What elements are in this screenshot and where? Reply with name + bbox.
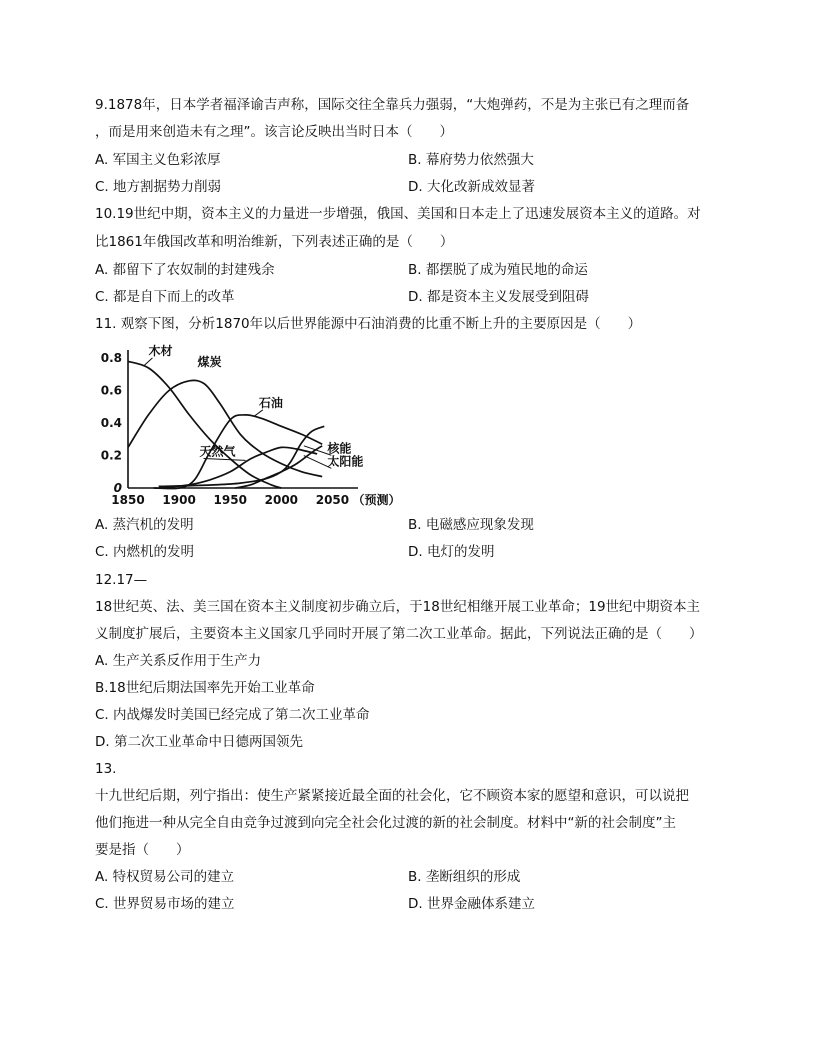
series-label-coal: 煤炭: [197, 355, 222, 370]
series-label-natural-gas: 天然气: [199, 444, 236, 459]
q9-stem-line-1: 9.1878年，日本学者福泽谕吉声称，国际交往全靠兵力强弱，“大炮弹药，不是为主张已有之理而备: [95, 97, 690, 113]
y-tick-label: 0: [113, 481, 122, 495]
series-label-solar: 太阳能: [327, 454, 364, 469]
q13-option-a: A. 特权贸易公司的建立: [95, 869, 235, 885]
q12-option-d: D. 第二次工业革命中日德两国领先: [95, 734, 303, 750]
q13-option-b: B. 垄断组织的形成: [408, 869, 521, 885]
leader-line-oil: [254, 410, 263, 417]
q9-option-b: B. 幕府势力依然强大: [408, 152, 534, 168]
q10-option-c: C. 都是自下而上的改革: [95, 289, 235, 305]
energy-consumption-chart: [100, 342, 401, 512]
q13-option-c: C. 世界贸易市场的建立: [95, 896, 235, 912]
x-tick-label: 1950: [213, 493, 247, 507]
q12-stem-line-2: 义制度扩展后，主要资本主义国家几乎同时开展了第二次工业革命。据此，下列说法正确的是（ ）: [95, 626, 703, 642]
series-line-coal: [128, 380, 322, 476]
q13-number: 13.: [95, 761, 117, 777]
x-tick-label: 2000: [264, 493, 299, 507]
leader-line-wood: [143, 358, 152, 366]
q11-option-a: A. 蒸汽机的发明: [95, 517, 194, 533]
series-line-natural-gas: [159, 447, 317, 488]
q11-option-d: D. 电灯的发明: [408, 544, 495, 560]
q9-option-a: A. 军国主义色彩浓厚: [95, 152, 221, 168]
x-tick-label: 1900: [162, 493, 196, 507]
q9-stem-line-2: ，而是用来创造未有之理”。该言论反映出当时日本（ ）: [95, 124, 453, 140]
x-tick-label: 2050: [315, 493, 350, 507]
q13-stem-line-3: 要是指（ ）: [95, 842, 190, 858]
q9-option-c: C. 地方割据势力削弱: [95, 179, 222, 195]
y-tick-label: 0.2: [100, 448, 122, 463]
q9-option-d: D. 大化改新成效显著: [408, 179, 535, 195]
q11-option-b: B. 电磁感应现象发现: [408, 517, 534, 533]
q10-stem-line-2: 比1861年俄国改革和明治维新，下列表述正确的是（ ）: [95, 234, 454, 250]
y-tick-label: 0.6: [100, 383, 122, 398]
q10-option-b: B. 都摆脱了成为殖民地的命运: [408, 262, 588, 278]
series-line-wood: [128, 361, 281, 488]
series-label-nuclear: 核能: [327, 441, 352, 456]
q12-stem-line-1: 18世纪英、法、美三国在资本主义制度初步确立后，于18世纪相继开展工业革命；19世纪中期资本主: [95, 599, 701, 615]
q12-option-a: A. 生产关系反作用于生产力: [95, 653, 262, 669]
q12-option-b: B.18世纪后期法国率先开始工业革命: [95, 680, 315, 696]
x-tick-label: 1850: [111, 493, 145, 507]
q11-stem: 11. 观察下图，分析1870年以后世界能源中石油消费的比重不断上升的主要原因是（ ）: [95, 316, 642, 332]
x-axis-suffix: （预测）: [352, 493, 401, 507]
q13-option-d: D. 世界金融体系建立: [408, 896, 535, 912]
q13-stem-line-2: 他们拖进一种从完全自由竞争过渡到向完全社会化过渡的新的社会制度。材料中“新的社会制度”主: [95, 815, 676, 831]
series-label-oil: 石油: [258, 395, 283, 410]
q12-option-c: C. 内战爆发时美国已经完成了第二次工业革命: [95, 707, 370, 723]
y-tick-label: 0.4: [100, 416, 122, 431]
q10-stem-line-1: 10.19世纪中期，资本主义的力量进一步增强，俄国、美国和日本走上了迅速发展资本主义的道路。对: [95, 206, 701, 222]
leader-line-natural-gas: [204, 459, 246, 461]
q10-option-d: D. 都是资本主义发展受到阻碍: [408, 289, 589, 305]
q13-stem-line-1: 十九世纪后期，列宁指出：使生产紧紧接近最全面的社会化，它不顾资本家的愿望和意识，可以说把: [95, 788, 689, 804]
y-tick-label: 0.8: [100, 351, 122, 366]
q12-number: 12.17—: [95, 572, 148, 588]
q10-option-a: A. 都留下了农奴制的封建残余: [95, 262, 275, 278]
series-label-wood: 木材: [148, 343, 173, 358]
q11-option-c: C. 内燃机的发明: [95, 544, 195, 560]
